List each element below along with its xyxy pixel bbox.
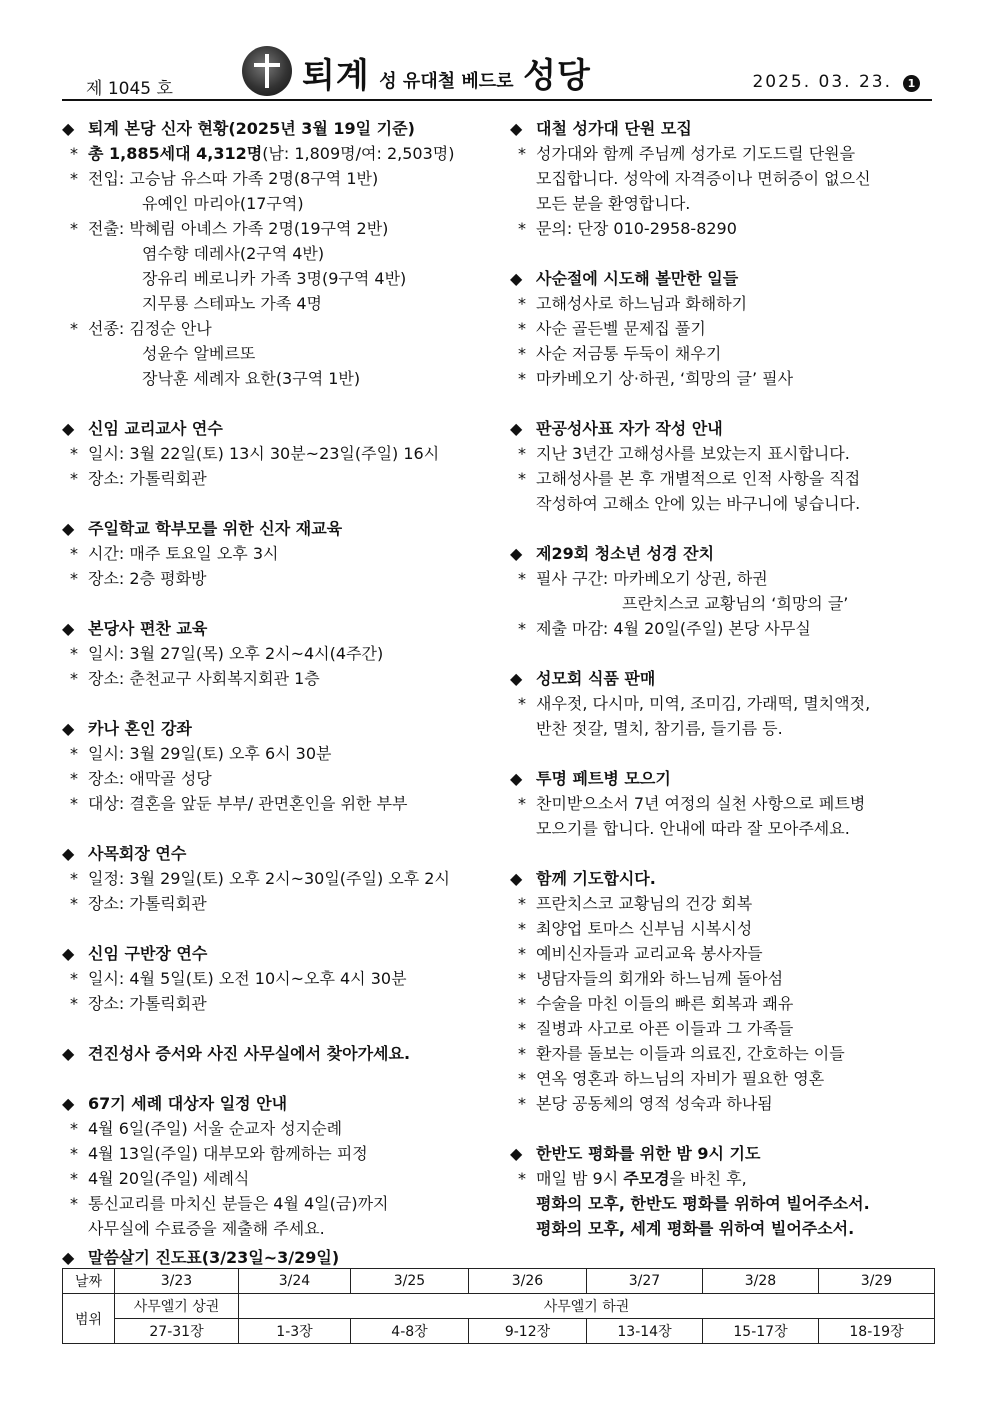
row-label-date: 날짜 [63,1269,115,1294]
section-lent-activities [510,266,930,391]
diamond-bullet-icon: ◆ [510,869,523,888]
asterisk-icon: * [518,1094,526,1113]
section-title: 사목회장 연수 [88,844,187,863]
section-title: 카나 혼인 강좌 [88,719,192,738]
asterisk-icon: * [70,744,78,763]
asterisk-icon: * [70,1194,78,1213]
asterisk-icon: * [518,944,526,963]
table-cell: 1-3장 [239,1319,351,1344]
asterisk-icon: * [70,769,78,788]
right-column [510,116,930,1241]
asterisk-icon: * [70,569,78,588]
diamond-bullet-icon: ◆ [62,1248,75,1267]
asterisk-icon: * [70,669,78,688]
section-title: 견진성사 증서와 사진 사무실에서 찾아가세요. [88,1044,411,1063]
table-cell: 3/24 [239,1269,351,1294]
list-item-continuation: 지무룡 스테파노 가족 4명 [142,294,322,313]
section-parent-education [62,516,502,591]
section-peace-prayer [510,1141,930,1241]
section-title: 대철 성가대 단원 모집 [536,119,692,138]
asterisk-icon: * [518,1019,526,1038]
diamond-bullet-icon: ◆ [62,519,75,538]
list-item: * 선종: 김정순 안나 [62,316,502,341]
list-item: * 고해성사를 본 후 개별적으로 인적 사항을 직접 [510,466,930,491]
table-cell: 3/23 [115,1269,239,1294]
list-item-continuation: 염수향 데레사(2구역 4반) [142,244,325,263]
list-item: * 프란치스코 교황님의 건강 회복 [510,891,930,916]
asterisk-icon: * [518,319,526,338]
diamond-bullet-icon: ◆ [510,269,523,288]
schedule-title: ◆ 말씀살기 진도표(3/23일~3/29일) [62,1248,340,1267]
asterisk-icon: * [518,569,526,588]
prayer-line: 평화의 모후, 세계 평화를 위하여 빌어주소서. [536,1219,855,1238]
table-row [63,1269,935,1294]
section-food-sale [510,666,930,741]
table-cell: 4-8장 [351,1319,469,1344]
asterisk-icon: * [70,469,78,488]
section-baptism-schedule [62,1091,502,1241]
section-title: 퇴계 본당 신자 현황(2025년 3월 19일 기준) [88,119,415,138]
issue-number: 제 1045 호 [86,79,173,99]
reading-schedule-table [62,1268,935,1344]
list-item: * 장소: 2층 평화방 [62,566,502,591]
section-confession-form [510,416,930,516]
diamond-bullet-icon: ◆ [510,769,523,788]
diamond-bullet-icon: ◆ [62,719,75,738]
section-title: 판공성사표 자가 작성 안내 [536,419,723,438]
section-title: 67기 세례 대상자 일정 안내 [88,1094,288,1113]
table-cell: 3/26 [469,1269,587,1294]
asterisk-icon: * [70,869,78,888]
list-item: * 4월 20일(주일) 세례식 [62,1166,502,1191]
asterisk-icon: * [518,1044,526,1063]
section-title: 성모회 식품 판매 [536,669,656,688]
table-cell: 3/28 [703,1269,819,1294]
list-item: * 4월 13일(주일) 대부모와 함께하는 피정 [62,1141,502,1166]
list-item-continuation: 유예인 마리아(17구역) [142,194,304,213]
list-item: * 지난 3년간 고해성사를 보았는지 표시합니다. [510,441,930,466]
asterisk-icon: * [70,144,78,163]
table-cell: 9-12장 [469,1319,587,1344]
asterisk-icon: * [518,694,526,713]
left-column [62,116,502,1241]
asterisk-icon: * [518,994,526,1013]
section-parish-members [62,116,502,391]
list-item: * 수술을 마친 이들의 빠른 회복과 쾌유 [510,991,930,1016]
table-cell: 3/25 [351,1269,469,1294]
list-item: * 고해성사로 하느님과 화해하기 [510,291,930,316]
list-item: * 일시: 3월 27일(목) 오후 2시~4시(4주간) [62,641,502,666]
asterisk-icon: * [518,369,526,388]
list-item: * 장소: 춘천교구 사회복지회관 1층 [62,666,502,691]
parish-title [302,48,591,97]
list-item: * 찬미받으소서 7년 여정의 실천 사항으로 페트병 [510,791,930,816]
list-item: * 새우젓, 다시마, 미역, 조미김, 가래떡, 멸치액젓, [510,691,930,716]
cross-vertical [265,54,269,88]
list-item: * 마카베오기 상·하권, ‘희망의 글’ 필사 [510,366,930,391]
table-row [63,1294,935,1319]
section-title: 투명 페트병 모으기 [536,769,671,788]
diamond-bullet-icon: ◆ [510,119,523,138]
diamond-bullet-icon: ◆ [62,944,75,963]
list-item: * 총 1,885세대 4,312명(남: 1,809명/여: 2,503명) [62,141,502,166]
list-item: * 통신교리를 마치신 분들은 4월 4일(금)까지 [62,1191,502,1216]
section-title: 본당사 편찬 교육 [88,619,208,638]
header-rule [62,99,932,101]
asterisk-icon: * [518,1069,526,1088]
diamond-bullet-icon: ◆ [62,1044,75,1063]
diamond-bullet-icon: ◆ [62,844,75,863]
list-item-continuation: 모으기를 합니다. 안내에 따라 잘 모아주세요. [536,819,850,838]
list-item: * 냉담자들의 회개와 하느님께 돌아섬 [510,966,930,991]
prayer-line: 평화의 모후, 한반도 평화를 위하여 빌어주소서. [536,1194,870,1213]
section-confirmation-notice [62,1041,502,1066]
asterisk-icon: * [518,444,526,463]
asterisk-icon: * [518,969,526,988]
list-item-continuation: 반찬 젓갈, 멸치, 참기름, 들기름 등. [536,719,783,738]
list-item: * 4월 6일(주일) 서울 순교자 성지순례 [62,1116,502,1141]
diamond-bullet-icon: ◆ [510,544,523,563]
diamond-bullet-icon: ◆ [510,1144,523,1163]
list-item-continuation: 장낙훈 세례자 요한(3구역 1반) [142,369,361,388]
list-item: * 연옥 영혼과 하느님의 자비가 필요한 영혼 [510,1066,930,1091]
asterisk-icon: * [70,544,78,563]
asterisk-icon: * [70,444,78,463]
diamond-bullet-icon: ◆ [510,419,523,438]
table-cell: 사무엘기 상권 [115,1294,239,1319]
diamond-bullet-icon: ◆ [62,1094,75,1113]
list-item: * 장소: 가톨릭회관 [62,891,502,916]
section-leader-training [62,941,502,1016]
asterisk-icon: * [518,344,526,363]
asterisk-icon: * [518,919,526,938]
issue-date: 2025. 03. 23. [752,72,892,92]
asterisk-icon: * [518,469,526,488]
title-part-b: 성 유대철 베드로 [379,71,514,92]
asterisk-icon: * [70,1169,78,1188]
asterisk-icon: * [70,969,78,988]
section-title: 신임 구반장 연수 [88,944,208,963]
table-cell: 3/29 [819,1269,935,1294]
list-item: * 제출 마감: 4월 20일(주일) 본당 사무실 [510,616,930,641]
diamond-bullet-icon: ◆ [62,619,75,638]
page-number-badge: 1 [903,75,920,92]
asterisk-icon: * [70,1119,78,1138]
asterisk-icon: * [70,994,78,1013]
list-item: * 일시: 3월 29일(토) 오후 6시 30분 [62,741,502,766]
asterisk-icon: * [70,319,78,338]
section-youth-bible [510,541,930,641]
list-item-continuation: 모든 분을 환영합니다. [536,194,691,213]
cross-logo-icon [242,46,292,96]
asterisk-icon: * [70,794,78,813]
asterisk-icon: * [518,894,526,913]
table-row [63,1319,935,1344]
list-item: * 사순 저금통 두둑이 채우기 [510,341,930,366]
list-item: * 장소: 가톨릭회관 [62,466,502,491]
list-item: * 필사 구간: 마카베오기 상권, 하권 [510,566,930,591]
section-title: 사순절에 시도해 볼만한 일들 [536,269,739,288]
list-item: * 대상: 결혼을 앞둔 부부/ 관면혼인을 위한 부부 [62,791,502,816]
section-pet-bottle [510,766,930,841]
section-title: 제29회 청소년 성경 잔치 [536,544,715,563]
section-title: 주일학교 학부모를 위한 신자 재교육 [88,519,343,538]
asterisk-icon: * [518,794,526,813]
list-item: * 사순 골든벨 문제집 풀기 [510,316,930,341]
asterisk-icon: * [518,219,526,238]
list-item: * 질병과 사고로 아픈 이들과 그 가족들 [510,1016,930,1041]
diamond-bullet-icon: ◆ [62,419,75,438]
section-parish-history [62,616,502,691]
list-item-continuation: 성윤수 알베르또 [142,344,256,363]
row-label-range: 범위 [63,1294,115,1344]
list-item-continuation: 작성하여 고해소 안에 있는 바구니에 넣습니다. [536,494,861,513]
list-item-continuation: 장유리 베로니카 가족 3명(9구역 4반) [142,269,407,288]
list-item: * 일시: 4월 5일(토) 오전 10시~오후 4시 30분 [62,966,502,991]
section-catechist-training [62,416,502,491]
asterisk-icon: * [518,1169,526,1188]
asterisk-icon: * [70,169,78,188]
diamond-bullet-icon: ◆ [62,119,75,138]
asterisk-icon: * [518,144,526,163]
table-cell: 사무엘기 하권 [239,1294,935,1319]
list-item: * 일정: 3월 29일(토) 오후 2시~30일(주일) 오후 2시 [62,866,502,891]
list-item-continuation: 프란치스코 교황님의 ‘희망의 글’ [622,594,849,613]
list-item: * 전입: 고승남 유스따 가족 2명(8구역 1반) [62,166,502,191]
list-item-continuation: 모집합니다. 성악에 자격증이나 면허증이 없으신 [536,169,871,188]
list-item: * 본당 공동체의 영적 성숙과 하나됨 [510,1091,930,1116]
section-prayer-intentions [510,866,930,1116]
asterisk-icon: * [70,219,78,238]
list-item: * 시간: 매주 토요일 오후 3시 [62,541,502,566]
asterisk-icon: * [518,619,526,638]
list-item: * 일시: 3월 22일(토) 13시 30분~23일(주일) 16시 [62,441,502,466]
section-cana-marriage [62,716,502,816]
asterisk-icon: * [70,894,78,913]
title-part-c: 성당 [523,56,591,96]
table-cell: 18-19장 [819,1319,935,1344]
list-item: * 성가대와 함께 주님께 성가로 기도드릴 단원을 [510,141,930,166]
list-item: * 전출: 박혜림 아녜스 가족 2명(19구역 2반) [62,216,502,241]
section-title: 한반도 평화를 위한 밤 9시 기도 [536,1144,761,1163]
section-council-training [62,841,502,916]
section-title: 신임 교리교사 연수 [88,419,223,438]
section-choir-recruit [510,116,930,241]
title-part-a: 퇴계 [302,56,370,96]
newsletter-header [62,40,932,100]
list-item: * 환자를 돌보는 이들과 의료진, 간호하는 이들 [510,1041,930,1066]
asterisk-icon: * [518,294,526,313]
list-item: * 문의: 단장 010-2958-8290 [510,216,930,241]
list-item-continuation: 사무실에 수료증을 제출해 주세요. [88,1219,325,1238]
table-cell: 15-17장 [703,1319,819,1344]
section-title: 함께 기도합시다. [536,869,656,888]
table-cell: 13-14장 [587,1319,703,1344]
list-item: * 최양업 토마스 신부님 시복시성 [510,916,930,941]
table-cell: 3/27 [587,1269,703,1294]
diamond-bullet-icon: ◆ [510,669,523,688]
list-item: * 장소: 가톨릭회관 [62,991,502,1016]
asterisk-icon: * [70,644,78,663]
asterisk-icon: * [70,1144,78,1163]
list-item: * 매일 밤 9시 주모경을 바친 후, [510,1166,930,1191]
list-item: * 장소: 애막골 성당 [62,766,502,791]
cross-horizontal [254,63,280,67]
table-cell: 27-31장 [115,1319,239,1344]
list-item: * 예비신자들과 교리교육 봉사자들 [510,941,930,966]
